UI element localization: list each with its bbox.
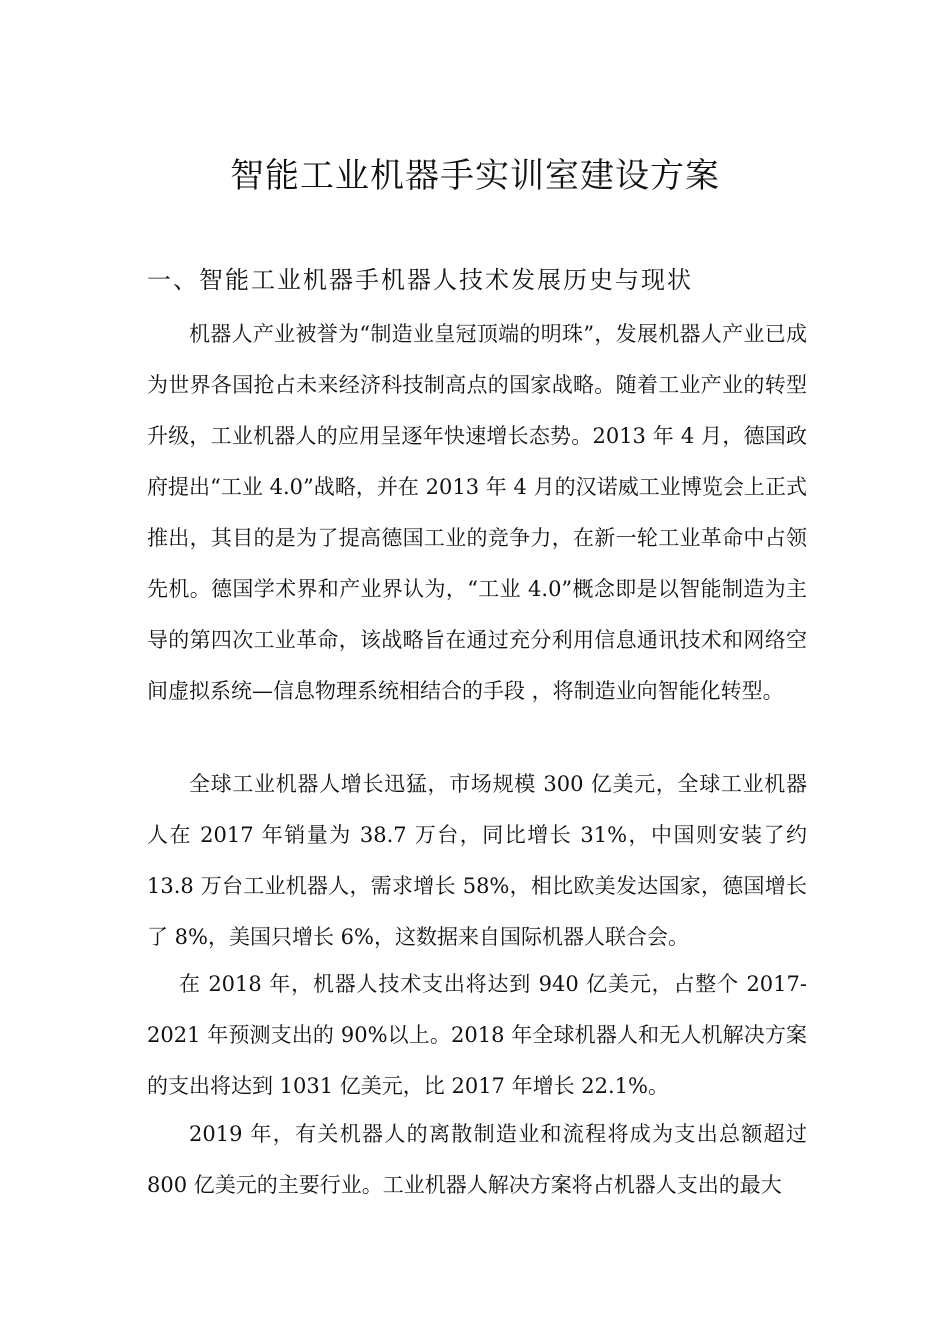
paragraph-3: 在 2018 年，机器人技术支出将达到 940 亿美元，占整个 2017-2021 年预测支出的 90%以上。2018 年全球机器人和无人机解决方案的支出将达到 1031 亿美元，比 2017 年增长 22.1%。 — [147, 972, 807, 1098]
section-heading: 一、智能工业机器手机器人技术发展历史与现状 — [147, 266, 693, 294]
paragraph-2: 全球工业机器人增长迅猛，市场规模 300 亿美元，全球工业机器人在 2017 年销量为 38.7 万台，同比增长 31%，中国则安装了约 13.8 万台工业机器人，需求增长 58%，相比欧美发达国家，德国增长了 8%，美国只增长 6%，这数据来自国际机器人联合会。 — [147, 772, 807, 949]
document-title: 智能工业机器手实训室建设方案 — [230, 156, 720, 196]
paragraph-1: 机器人产业被誉为“制造业皇冠顶端的明珠”，发展机器人产业已成为世界各国抢占未来经济科技制高点的国家战略。随着工业产业的转型升级，工业机器人的应用呈逐年快速增长态势。2013 年 4 月，德国政府提出“工业 4.0”战略，并在 2013 年 4 月的汉诺威工业博览会上正式推出，其目的是为了提高德国工业的竞争力，在新一轮工业革命中占领先机。德国学术界和产业界认为，“工业 4.0”概念即是以智能制造为主导的第四次工业革命，该战略旨在通过充分利用信息通讯技术和网络空间虚拟系统—信息物理系统相结合的手段 ，将制造业向智能化转型。 — [147, 322, 807, 703]
paragraph-4: 2019 年，有关机器人的离散制造业和流程将成为支出总额超过 800 亿美元的主要行业。工业机器人解决方案将占机器人支出的最大 — [147, 1122, 807, 1197]
